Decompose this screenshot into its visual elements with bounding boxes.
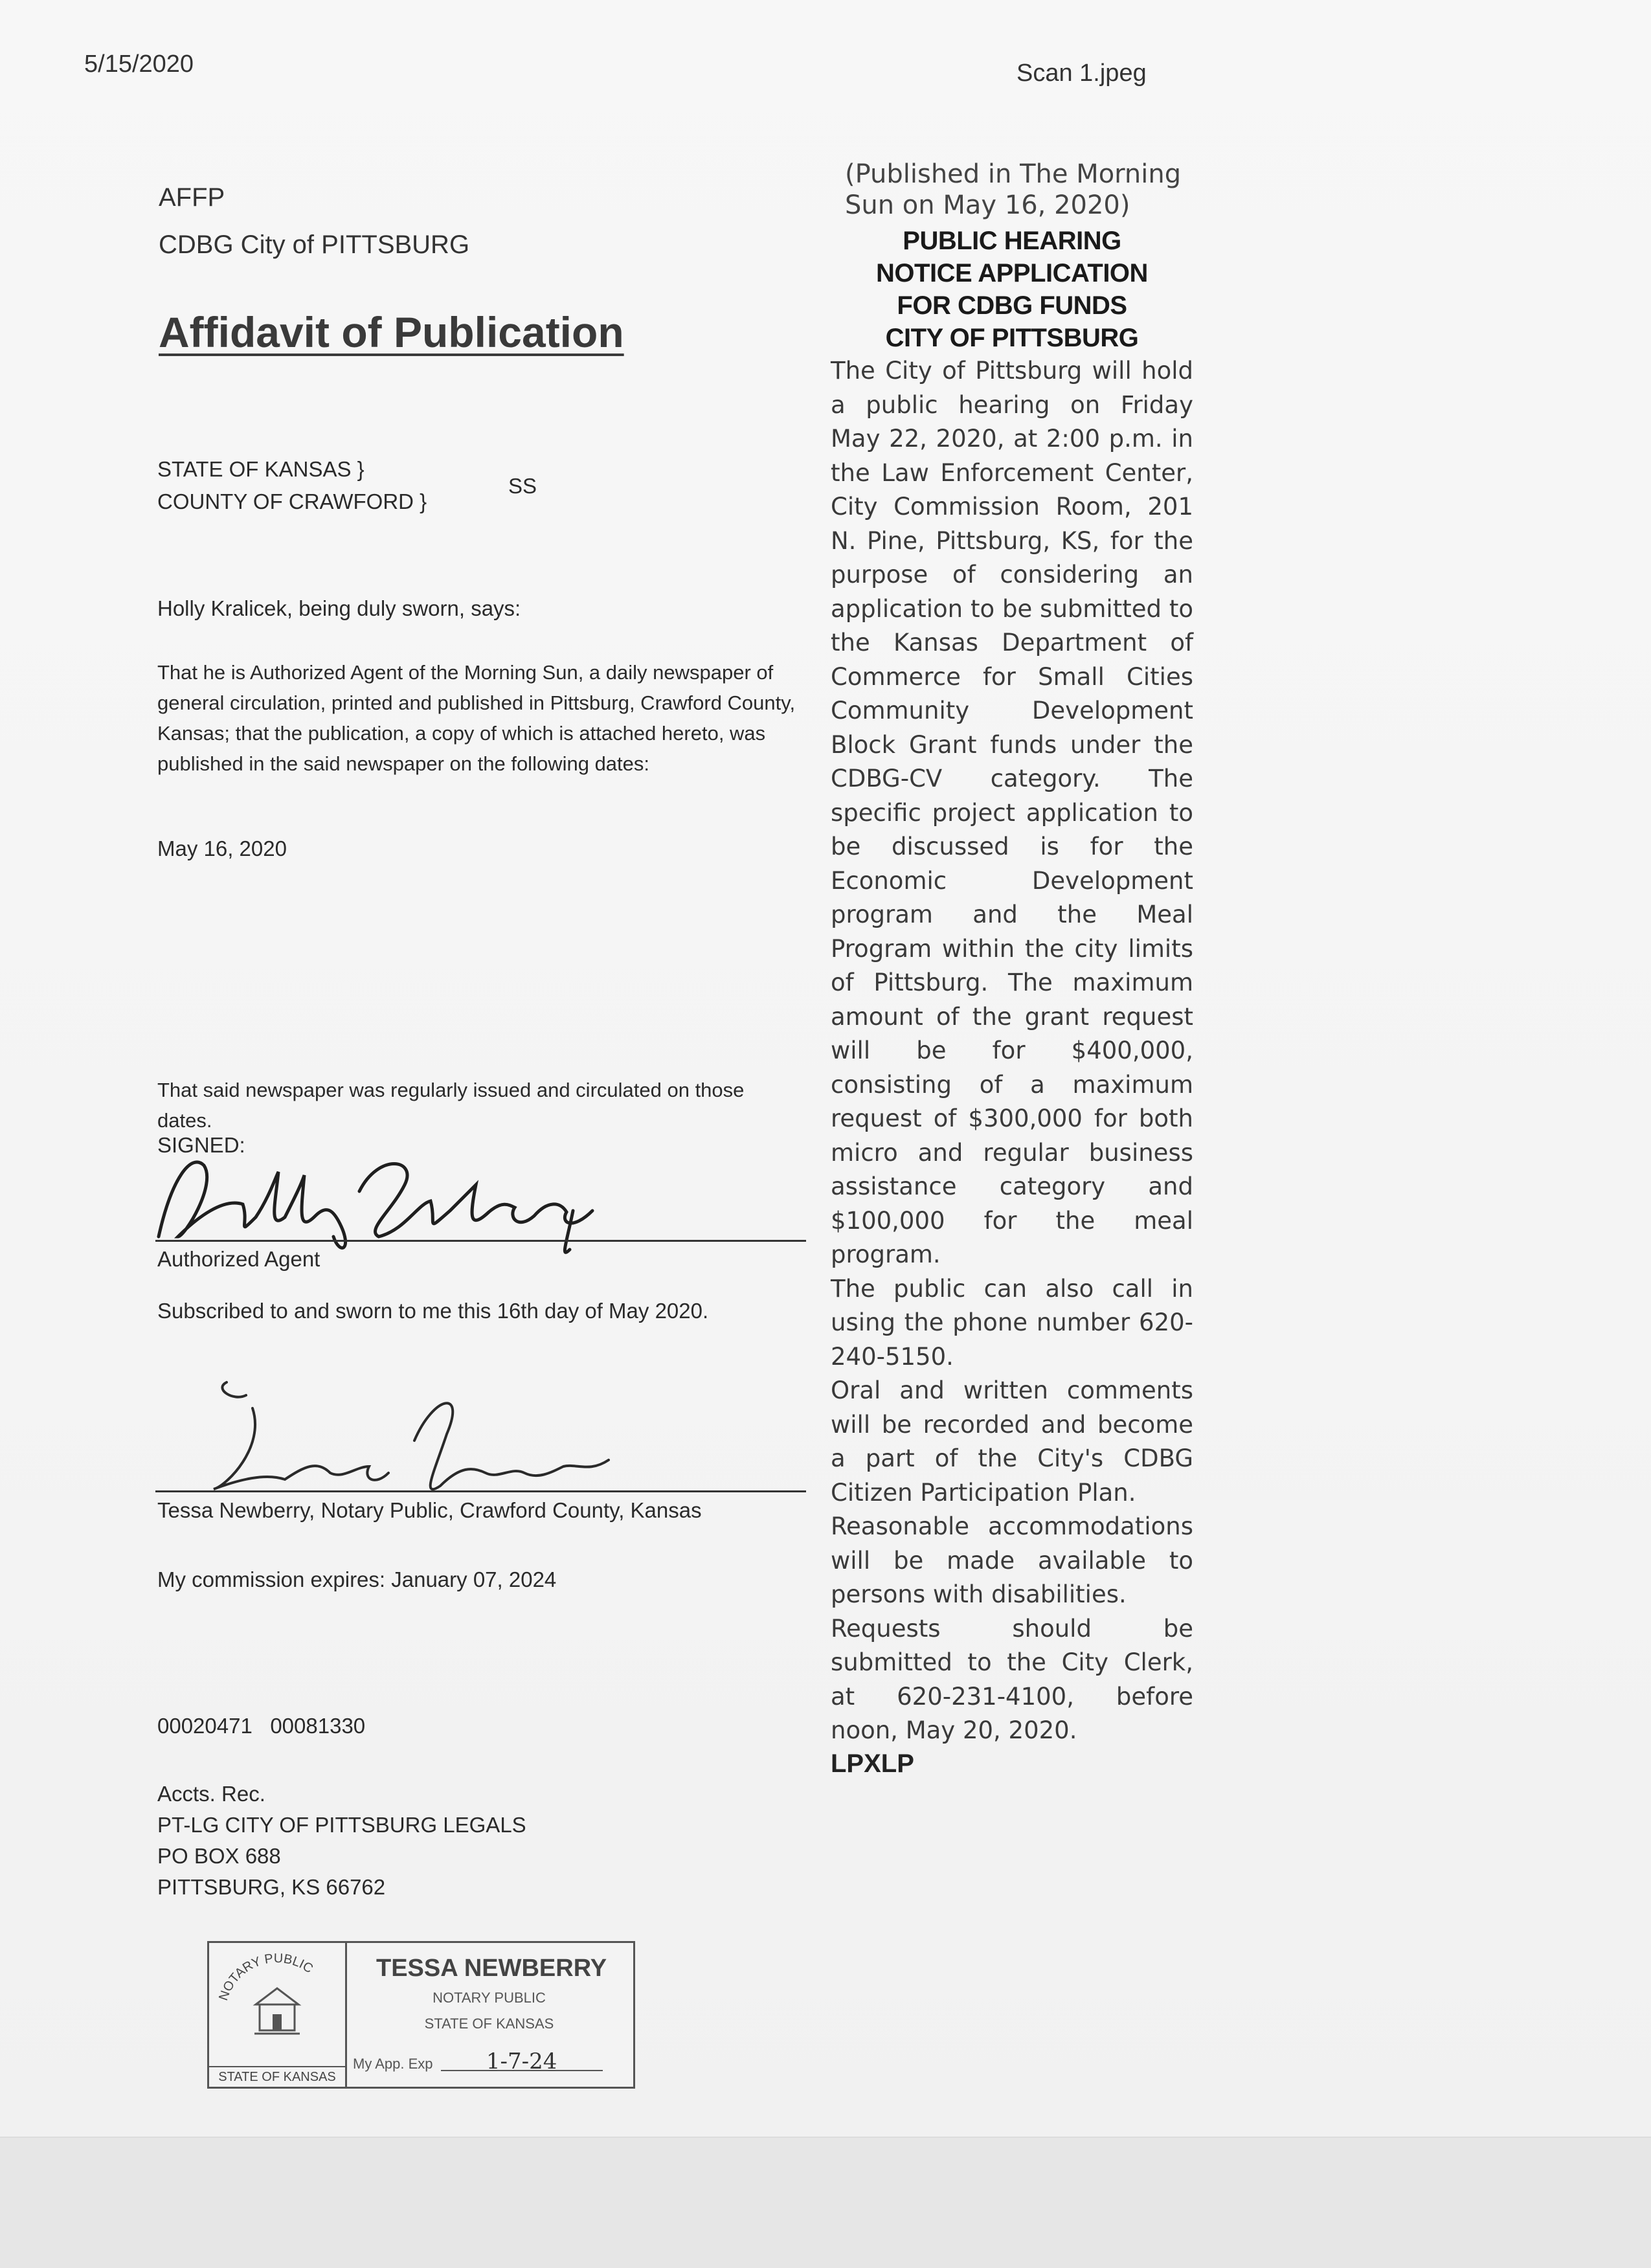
notice-heading (831, 225, 1193, 354)
address-line-4: PITTSBURG, KS 66762 (157, 1875, 386, 1899)
notice-paragraph: The public can also call in using the phone number 620-240-5150. (831, 1274, 1193, 1371)
venue-county: COUNTY OF CRAWFORD } (157, 489, 427, 513)
publication-date: May 16, 2020 (157, 836, 287, 860)
agent-statement: That he is Authorized Agent of the Morning Sun, a daily newspaper of general circulation, printed and published in Pittsburg, Crawford County, Kansas; that the publication, a copy of which is attached hereto, was published in the said newspaper on the following dates: (157, 661, 796, 775)
subscribed-statement: Subscribed to and sworn to me this 16th day of May 2020. (157, 1299, 709, 1323)
agent-label: Authorized Agent (157, 1247, 320, 1271)
address-line-3: PO BOX 688 (157, 1844, 281, 1868)
stamp-expiry-label: My App. Exp (353, 2056, 433, 2072)
notice-heading-line: CITY OF PITTSBURG (885, 324, 1139, 352)
venue-ss: SS (508, 474, 537, 498)
stamp-role: NOTARY PUBLIC (432, 1990, 546, 2006)
affidavit-title: Affidavit of Publication (159, 308, 624, 356)
commission-expiry: My commission expires: January 07, 2024 (157, 1567, 557, 1591)
notice-body (831, 354, 1193, 1748)
signed-label: SIGNED: (157, 1133, 245, 1157)
notice-paragraph: Reasonable accommodations will be made available to persons with disabilities. (831, 1512, 1193, 1608)
seal-arc-text: NOTARY PUBLIC (216, 1951, 316, 2003)
notice-heading-line: FOR CDBG FUNDS (897, 291, 1127, 320)
stamp-expiry (353, 2049, 603, 2074)
notice-heading-line: PUBLIC HEARING (903, 227, 1121, 255)
published-note: (Published in The Morning Sun on May 16, 2020) (845, 159, 1182, 220)
address-line-2: PT-LG CITY OF PITTSBURG LEGALS (157, 1813, 526, 1837)
affidavit-subject: CDBG City of PITTSBURG (159, 230, 470, 259)
notary-line: Tessa Newberry, Notary Public, Crawford County, Kansas (157, 1498, 702, 1522)
notice-paragraph: The City of Pittsburg will hold a public hearing on Friday May 22, 2020, at 2:00 p.m. in the Law Enforcement Center, City Commission Room, 201 N. Pine, Pittsburg, KS, for the purpose of considering an application to be submitted to the Kansas Department of Commerce for Small Cities Community Development Block Grant funds under the CDBG-CV category. The specific project application to be discussed is for the Economic Development program and the Meal Program within the city limits of Pittsburg. The maximum amount of the grant request will be for $400,000, consisting of a maximum request of $300,000 for both micro and regular business assistance category and $100,000 for the meal program. (831, 357, 1193, 1268)
venue-state: STATE OF KANSAS } (157, 457, 365, 481)
notary-signature (175, 1369, 667, 1505)
notice-paragraph: Requests should be submitted to the City Clerk, at 620-231-4100, before noon, May 20, 2020. (831, 1614, 1193, 1744)
stamp-name: TESSA NEWBERRY (376, 1955, 607, 1982)
notary-seal (209, 1943, 347, 2087)
scan-bottom-margin (0, 2137, 1651, 2268)
scan-date: 5/15/2020 (84, 51, 194, 78)
notice-heading-line: NOTICE APPLICATION (876, 259, 1148, 287)
stamp-expiry-value: 1-7-24 (441, 2053, 603, 2071)
notice-footer-code: LPXLP (831, 1749, 914, 1778)
svg-text:NOTARY PUBLIC (216, 1951, 315, 2003)
signature-line (155, 1240, 806, 1242)
scan-filename: Scan 1.jpeg (1016, 60, 1147, 87)
stamp-state: STATE OF KANSAS (424, 2015, 554, 2032)
circulation-statement: That said newspaper was regularly issued and circulated on those dates. (157, 1079, 745, 1132)
seal-building-icon (209, 1943, 345, 2066)
seal-state: STATE OF KANSAS (209, 2066, 345, 2087)
affidavit-code: AFFP (159, 183, 225, 212)
notary-signature-line (155, 1490, 806, 1492)
notary-stamp (207, 1941, 635, 2089)
address-line-1: Accts. Rec. (157, 1782, 265, 1806)
public-notice (831, 159, 1193, 1779)
notice-paragraph: Oral and written comments will be recorded and become a part of the City's CDBG Citizen Participation Plan. (831, 1376, 1193, 1507)
account-numbers: 00020471 00081330 (157, 1714, 366, 1738)
sworn-statement: Holly Kralicek, being duly sworn, says: (157, 596, 521, 620)
